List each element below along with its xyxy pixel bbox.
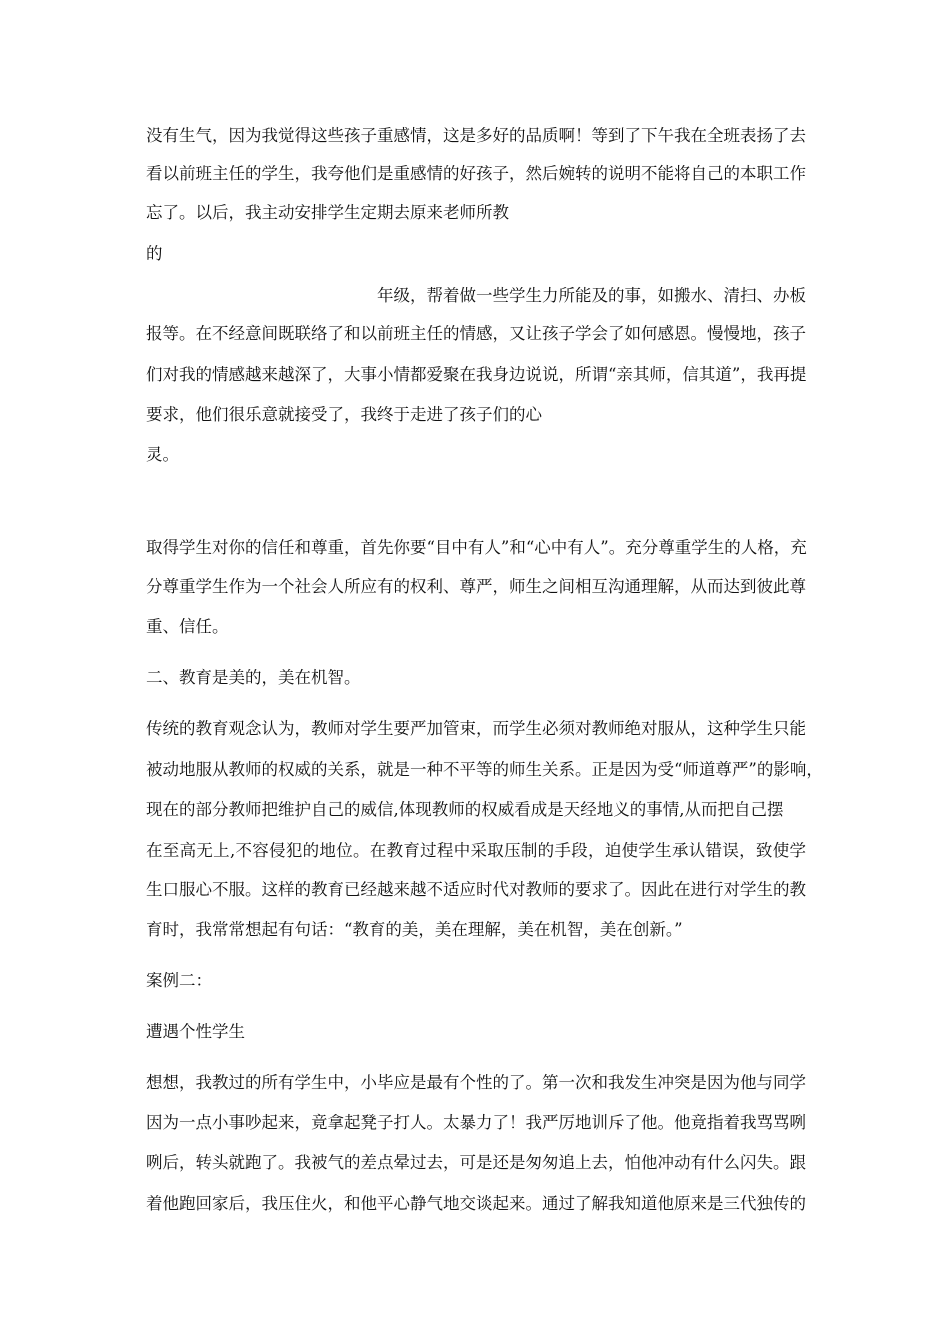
paragraph-line: 传统的教育观念认为，教师对学生要严加管束，而学生必须对教师绝对服从，这种学生只能 bbox=[146, 719, 806, 738]
paragraph-line: 灵。 bbox=[146, 445, 179, 464]
paragraph-line: 着他跑回家后，我压住火，和他平心静气地交谈起来。通过了解我知道他原来是三代独传的 bbox=[146, 1194, 806, 1213]
paragraph-line: 忘了。以后，我主动安排学生定期去原来老师所教 bbox=[146, 203, 509, 222]
paragraph-line: 咧后，转头就跑了。我被气的差点晕过去，可是还是匆匆追上去，怕他冲动有什么闪失。跟 bbox=[146, 1153, 806, 1172]
paragraph-line: 报等。在不经意间既联络了和以前班主任的情感，又让孩子学会了如何感恩。慢慢地，孩子 bbox=[146, 324, 806, 343]
paragraph-line: 没有生气，因为我觉得这些孩子重感情，这是多好的品质啊！等到了下午我在全班表扬了去 bbox=[146, 126, 806, 145]
case-label: 案例二： bbox=[146, 971, 212, 990]
paragraph-line: 取得学生对你的信任和尊重，首先你要“目中有人”和“心中有人”。充分尊重学生的人格，充 bbox=[146, 538, 807, 557]
paragraph-line: 年级，帮着做一些学生力所能及的事，如搬水、清扫、办板 bbox=[377, 286, 806, 305]
paragraph-line: 的 bbox=[146, 244, 163, 263]
paragraph-line: 们对我的情感越来越深了，大事小情都爱聚在我身边说说，所谓“亲其师，信其道”，我再提 bbox=[146, 365, 807, 384]
paragraph-line: 看以前班主任的学生，我夸他们是重感情的好孩子，然后婉转的说明不能将自己的本职工作 bbox=[146, 164, 806, 183]
section-heading: 二、教育是美的，美在机智。 bbox=[146, 668, 361, 687]
paragraph-line: 想想，我教过的所有学生中，小毕应是最有个性的了。第一次和我发生冲突是因为他与同学 bbox=[146, 1073, 806, 1092]
case-title: 遭遇个性学生 bbox=[146, 1022, 245, 1041]
paragraph-line: 因为一点小事吵起来，竟拿起凳子打人。太暴力了！我严厉地训斥了他。他竟指着我骂骂咧 bbox=[146, 1113, 806, 1132]
paragraph-line: 被动地服从教师的权威的关系，就是一种不平等的师生关系。正是因为受“师道尊严”的影响， bbox=[146, 760, 823, 779]
paragraph-line: 现在的部分教师把维护自己的威信,体现教师的权威看成是天经地义的事情,从而把自己摆 bbox=[146, 800, 784, 819]
paragraph-line: 生口服心不服。这样的教育已经越来越不适应时代对教师的要求了。因此在进行对学生的教 bbox=[146, 880, 806, 899]
paragraph-line: 分尊重学生作为一个社会人所应有的权利、尊严，师生之间相互沟通理解，从而达到彼此尊 bbox=[146, 577, 806, 596]
paragraph-line: 要求，他们很乐意就接受了，我终于走进了孩子们的心 bbox=[146, 405, 542, 424]
paragraph-line: 在至高无上,不容侵犯的地位。在教育过程中采取压制的手段，迫使学生承认错误，致使学 bbox=[146, 841, 806, 860]
paragraph-line: 重、信任。 bbox=[146, 617, 229, 636]
paragraph-line: 育时，我常常想起有句话：“教育的美，美在理解，美在机智，美在创新。” bbox=[146, 920, 683, 939]
